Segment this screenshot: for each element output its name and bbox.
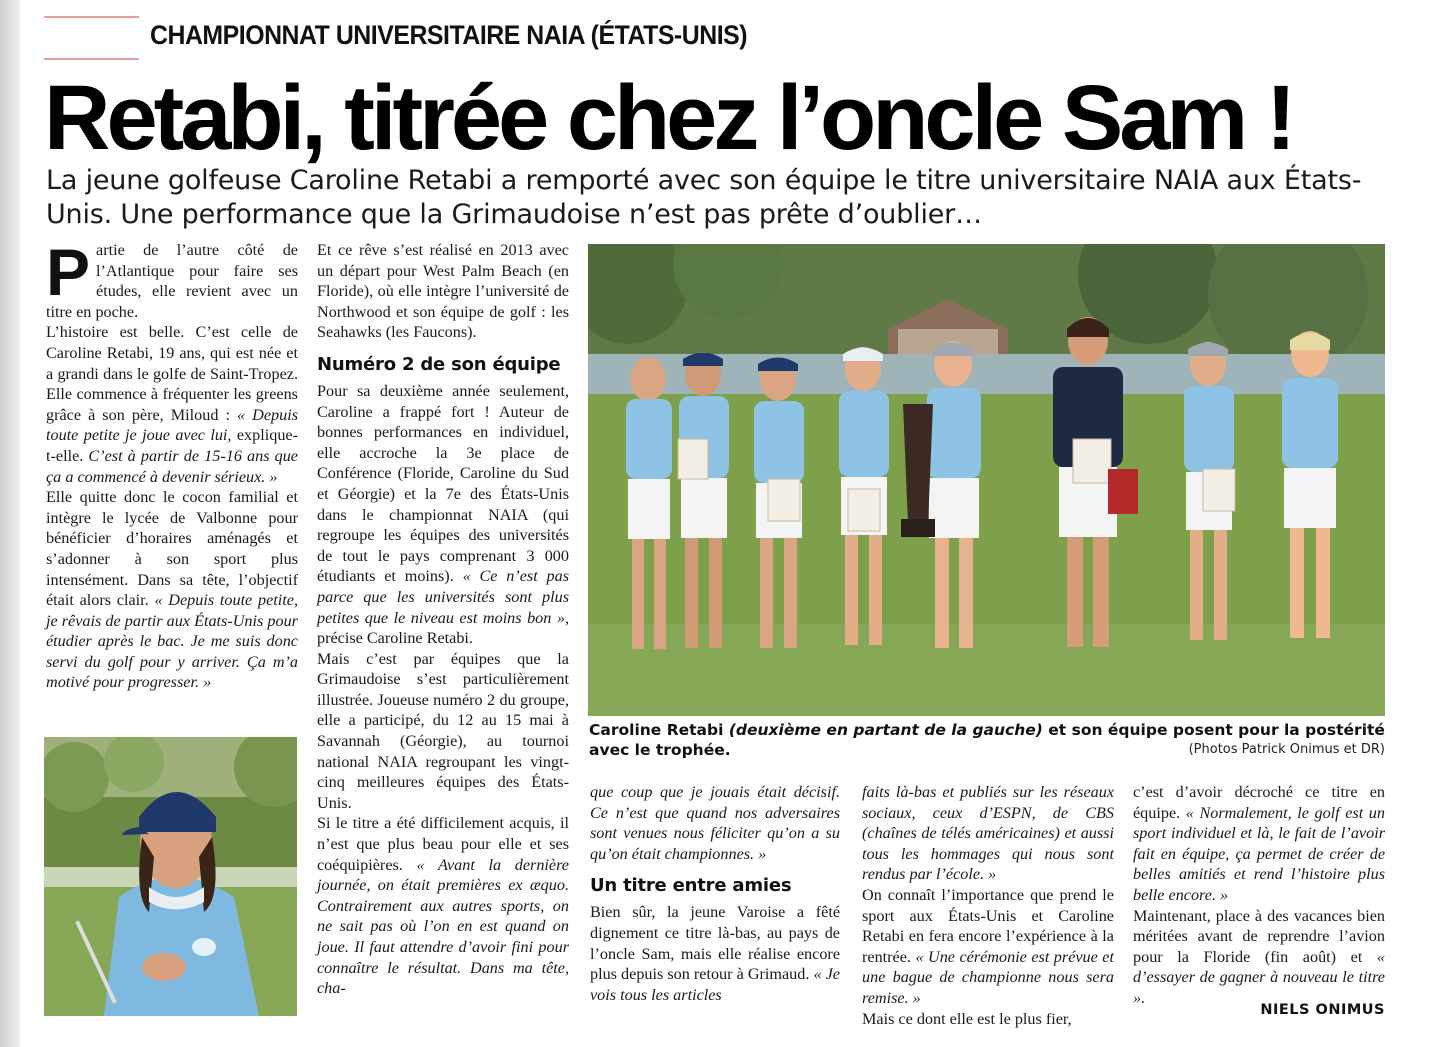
- article-column-2: [317, 240, 569, 999]
- team-photo: [588, 244, 1385, 716]
- paragraph: [46, 322, 298, 487]
- paragraph: Mais c’est par équipes que la Grimaudoise s’est particulièrement illustrée. Joueuse numéro 2 du groupe, elle a participé, du 12 au 15 mai à Savannah (Géorgie), au tournoi national NAIA regroupant les vingt-cinq meilleures équipes des États-Unis.: [317, 649, 569, 812]
- team-photo-illustration: [588, 244, 1385, 716]
- text: On connaît l’importance que prend le sport aux États-Unis et Caroline Retabi en fera encore l’expérience à la rentrée.: [862, 885, 1114, 966]
- paragraph: [862, 782, 1114, 885]
- subheading: Numéro 2 de son équipe: [317, 353, 561, 375]
- text: c’est d’avoir décroché ce titre en équipe.: [1133, 783, 1385, 822]
- quote: faits là-bas et publiés sur les réseaux sociaux, ceux d’ESPN, de CBS (chaînes de télés américaines) et aussi tous les hommages qui nous sont rendus par l’école. »: [862, 783, 1114, 884]
- paragraph: [1133, 782, 1385, 906]
- article-column-5: [1133, 782, 1385, 1009]
- caption-text: et son équipe posent pour la postérité avec le trophée.: [589, 721, 1385, 759]
- paragraph: [46, 487, 298, 693]
- quote: C’est à partir de 15-16 ans que ça a commencé à devenir sérieux. »: [46, 446, 298, 486]
- kicker: CHAMPIONNAT UNIVERSITAIRE NAIA (ÉTATS-UNIS): [150, 20, 748, 50]
- paragraph: [46, 235, 298, 322]
- page-margin-strip: [0, 0, 20, 1047]
- quote: « Depuis toute petite, je rêvais de partir aux États-Unis pour étudier après le bac. Je me suis donc servi du golf pour y arriver. Ça m’a motivé pour progresser. »: [46, 591, 298, 692]
- byline: NIELS ONIMUS: [1260, 1002, 1385, 1018]
- text: L’histoire est belle. C’est celle de Caroline Retabi, 19 ans, qui est née et a grandi dans le golfe de Saint-Tropez. Elle commence à fréquenter les greens grâce à son père, Miloud :: [46, 323, 298, 424]
- paragraph: Et ce rêve s’est réalisé en 2013 avec un départ pour West Palm Beach (en Floride), où elle intègre l’université de Northwood et son équipe de golf : les Seahawks (les Faucons).: [317, 241, 569, 342]
- text: Maintenant, place à des vacances bien méritées avant de reprendre l’avion pour la Floride (fin août) et: [1133, 906, 1385, 966]
- photo-credit: (Photos Patrick Onimus et DR): [1188, 742, 1385, 757]
- quote: que coup que je jouais était décisif. Ce n’est que quand nos adversaires sont venues nous féliciter qu’on a su qu’on était championnes. »: [590, 783, 840, 863]
- kicker-rule-top: [44, 16, 139, 18]
- dropcap: P: [46, 235, 91, 309]
- article-column-3: [590, 782, 840, 1005]
- portrait-photo-illustration: [44, 737, 297, 1016]
- text: artie de l’autre côté de l’Atlantique pour faire ses études, elle revient avec un titre en poche.: [46, 241, 298, 321]
- caption-aside: (deuxième en partant de la gauche): [728, 721, 1043, 739]
- paragraph: Mais ce dont elle est le plus fier,: [862, 1009, 1072, 1028]
- paragraph: [317, 381, 569, 649]
- quote: « Depuis toute petite je joue avec lui,: [46, 405, 299, 445]
- article-column-1: [46, 235, 299, 693]
- quote: « Normalement, le golf est un sport individuel et là, le fait de l’avoir fait en équipe, ça permet de créer de belles amitiés et rend l’histoire plus belle encore. »: [1133, 803, 1385, 904]
- kicker-rule-bottom: [44, 58, 139, 60]
- paragraph: [317, 813, 569, 998]
- paragraph: [590, 782, 840, 864]
- quote: « Avant la dernière journée, on était premières ex æquo. Contrairement aux autres sports, on ne sait pas où l’on en est quand on joue. Il faut attendre d’avoir fini pour connaître le résultat. Dans ma tête, cha-: [317, 855, 569, 998]
- quote: « Une cérémonie est prévue et une bague de championne nous sera remise. »: [862, 947, 1114, 1007]
- quote: « d’essayer de gagner à nouveau le titre ».: [1133, 947, 1385, 1007]
- text: explique-t-elle.: [46, 426, 298, 465]
- caption-name: Caroline Retabi: [589, 721, 729, 739]
- text: Bien sûr, la jeune Varoise a fêté dignement ce titre là-bas, au pays de l’oncle Sam, mais elle réalise encore plus depuis son retour à Grimaud.: [590, 903, 840, 984]
- quote: « Je vois tous les articles: [590, 965, 840, 1004]
- paragraph: [1133, 906, 1385, 1009]
- lede: La jeune golfeuse Caroline Retabi a remporté avec son équipe le titre universitaire NAIA aux États-Unis. Une performance que la Grimaudoise n’est pas prête d’oublier…: [46, 165, 1362, 230]
- article-column-4: [862, 782, 1114, 1029]
- headline: Retabi, titrée chez l’oncle Sam !: [44, 67, 1293, 169]
- paragraph: [862, 885, 1114, 1009]
- paragraph: [590, 902, 840, 1005]
- quote: « Ce n’est pas parce que les universités sont plus petites que le niveau est moins bon »,: [317, 567, 570, 627]
- portrait-photo: [44, 737, 297, 1016]
- text: Pour sa deuxième année seulement, Caroline a frappé fort ! Auteur de bonnes performances en individuel, elle accroche la 3e place de Conférence (Floride, Caroline du Sud et Géorgie) et la 7e des États-Unis dans le championnat NAIA (qui regroupe les équipes des universités de tout le pays comprenant 3 000 étudiants et moins).: [317, 381, 569, 586]
- text: précise Caroline Retabi.: [317, 629, 473, 648]
- text: Si le titre a été difficilement acquis, il n’est que plus beau pour elle et ses coéquipières.: [317, 814, 569, 874]
- subheading: Un titre entre amies: [590, 875, 792, 897]
- text: Elle quitte donc le cocon familial et intègre le lycée de Valbonne pour bénéficier d’horaires aménagés et s’adonner à son sport plus intensément. Dans sa tête, l’objectif était alors clair.: [46, 488, 298, 610]
